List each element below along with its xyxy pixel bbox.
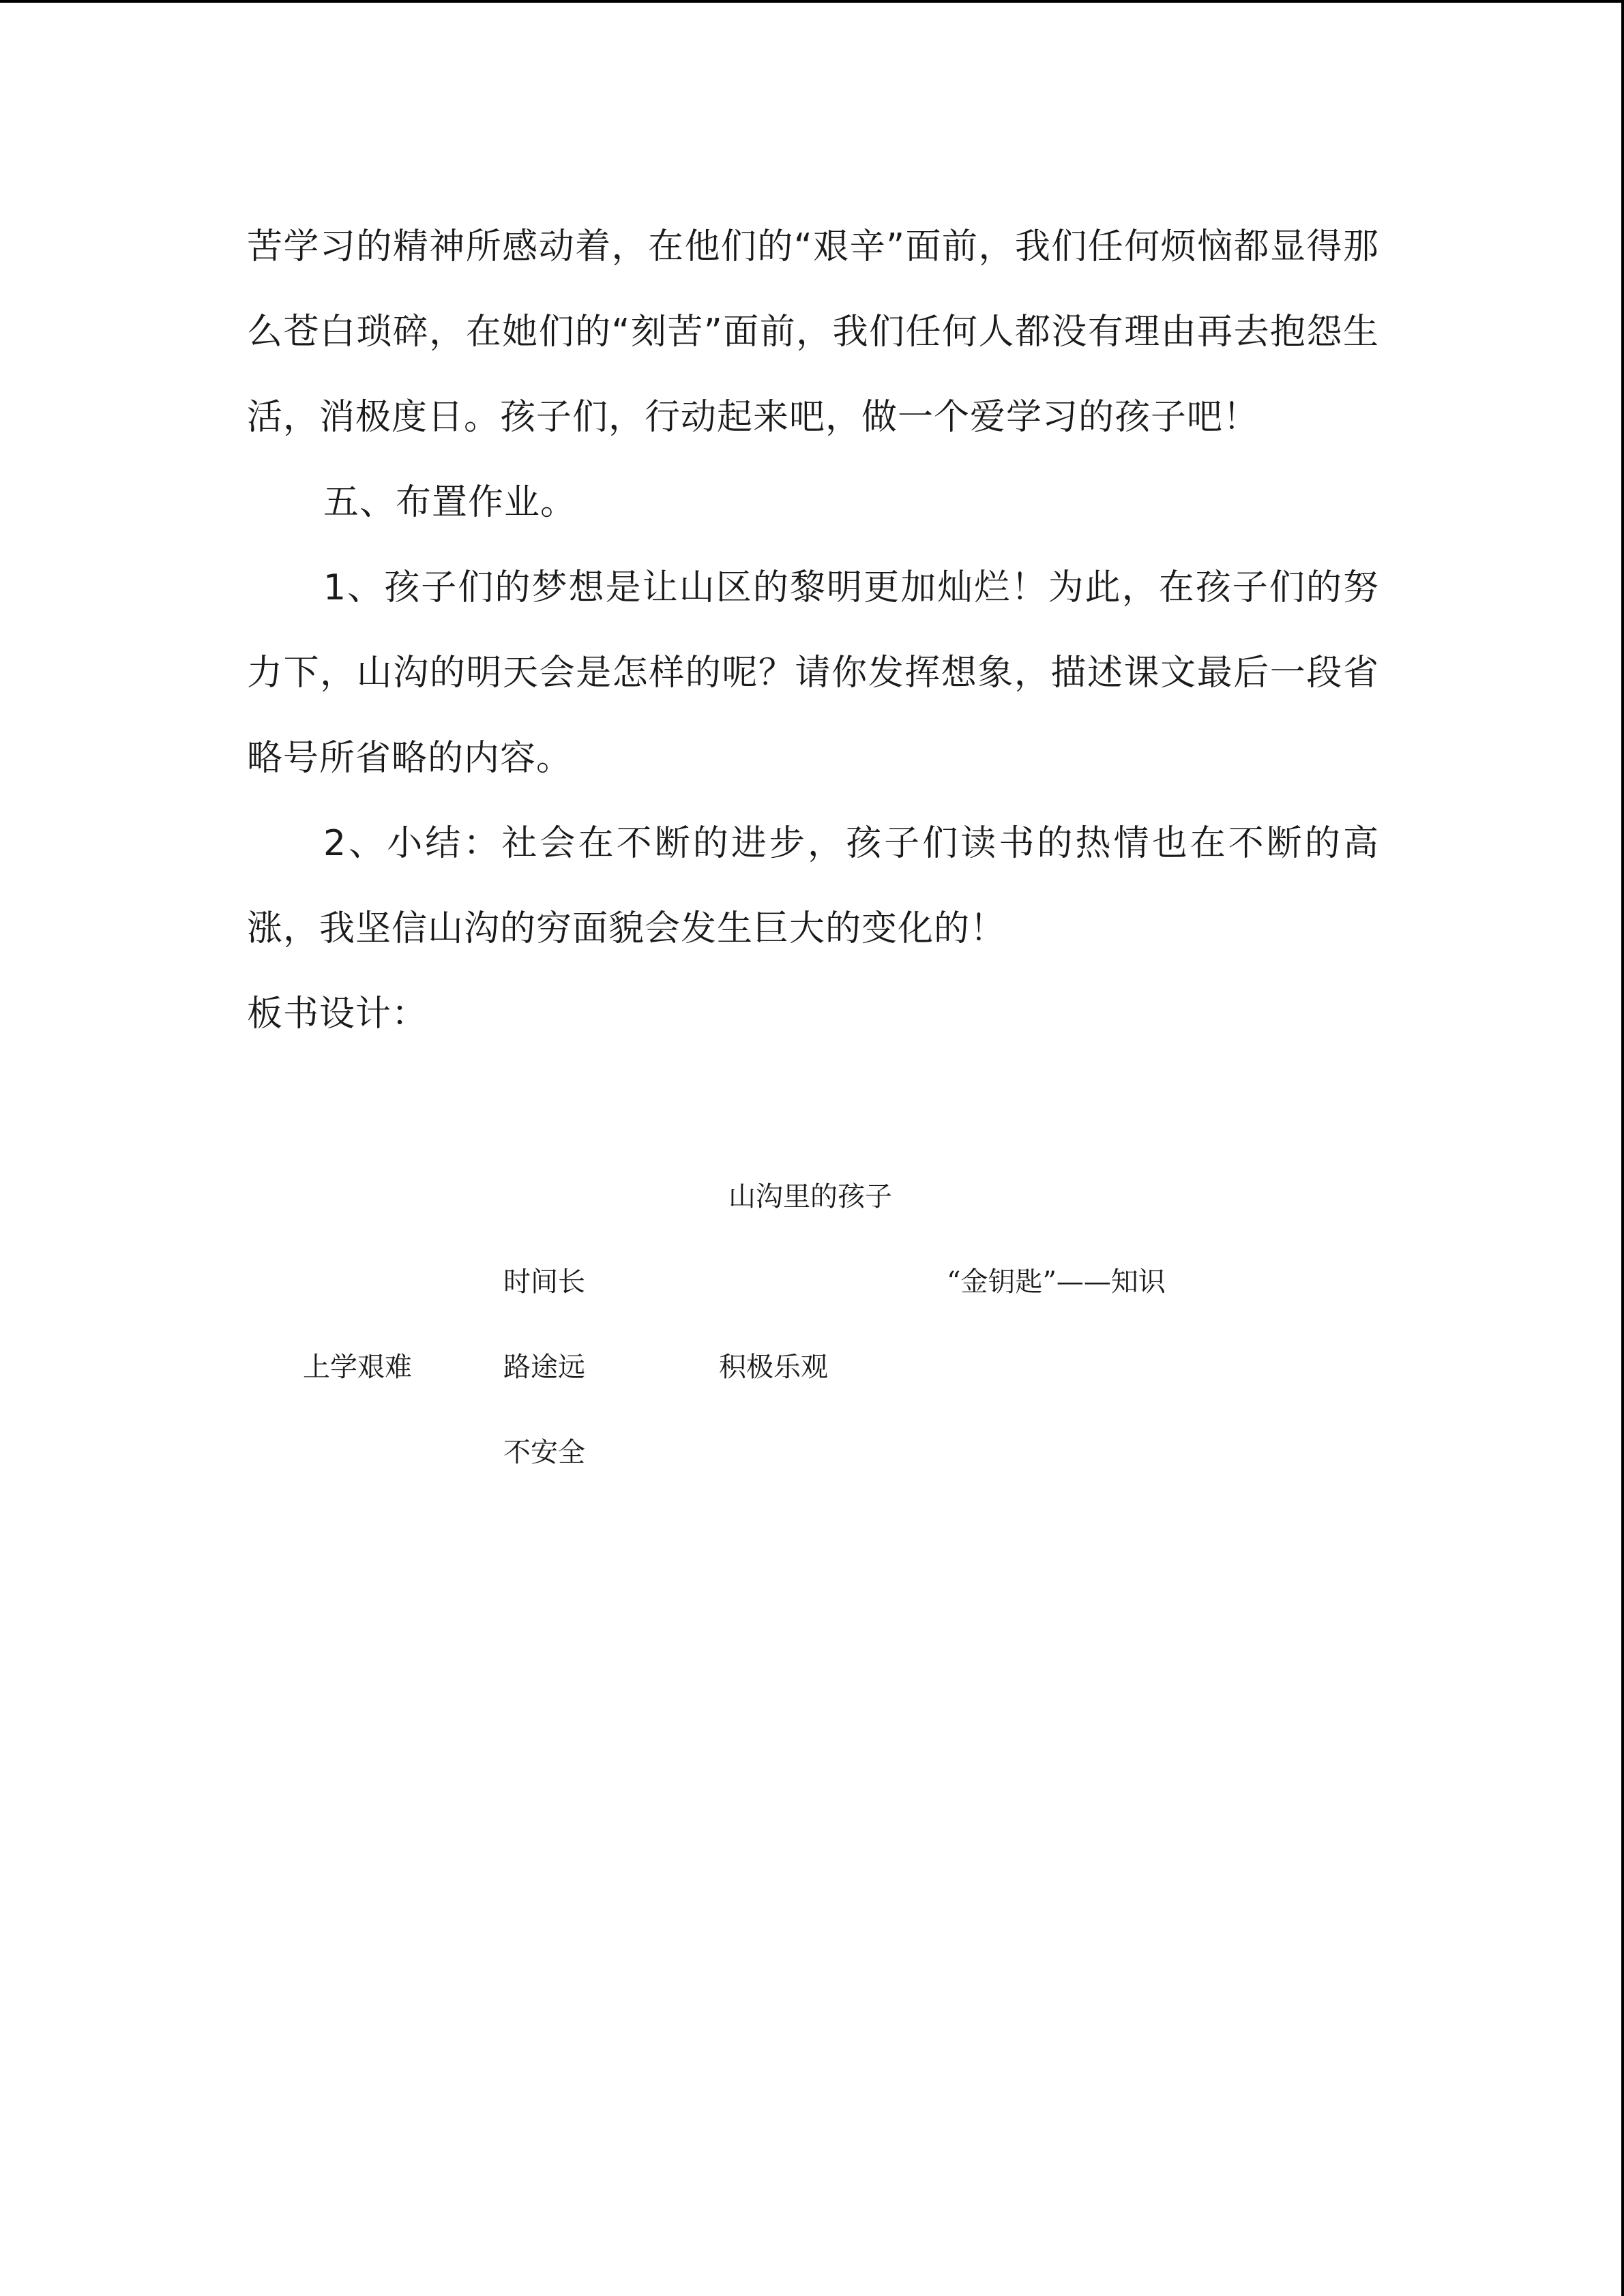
board-title: 山沟里的孩子 — [728, 1181, 892, 1212]
page-top-border — [0, 0, 1624, 3]
paragraph-conclusion: 苦学习的精神所感动着，在他们的“艰辛”面前，我们任何烦恼都显得那么苍白琐碎，在她们的“刻苦”面前，我们任何人都没有理由再去抱怨生活，消极度日。孩子们，行动起来吧，做一个爱学习的孩子吧！ — [247, 226, 1379, 438]
document-body — [247, 205, 1379, 1057]
heading-homework: 五、布置作业。 — [323, 482, 577, 523]
board-difficulty-distance: 路途远 — [503, 1352, 585, 1383]
paragraph-homework-2: 2、小结：社会在不断的进步，孩子们读书的热情也在不断的高涨，我坚信山沟的穷面貌会发生巨大的变化的！ — [247, 823, 1379, 949]
board-difficulty-safety: 不安全 — [503, 1437, 585, 1468]
board-key-knowledge: “金钥匙”——知识 — [947, 1266, 1166, 1298]
page-right-border — [1621, 0, 1624, 2296]
board-difficulty-time: 时间长 — [503, 1266, 585, 1298]
paragraph-homework-1: 1、孩子们的梦想是让山区的黎明更加灿烂！为此，在孩子们的努力下，山沟的明天会是怎样的呢？请你发挥想象，描述课文最后一段省略号所省略的内容。 — [247, 567, 1379, 779]
heading-board-design: 板书设计： — [247, 994, 428, 1034]
board-main-point: 上学艰难 — [303, 1352, 412, 1383]
board-attitude: 积极乐观 — [719, 1352, 828, 1383]
